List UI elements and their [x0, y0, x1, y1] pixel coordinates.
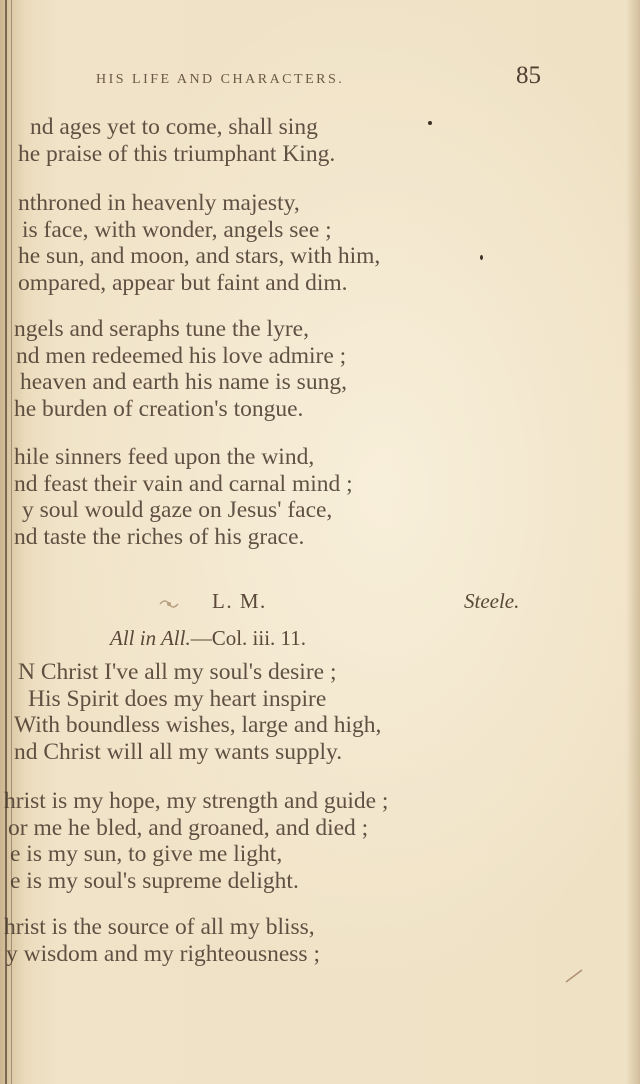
verse-line: e is my sun, to give me light,: [10, 841, 283, 867]
running-head: HIS LIFE AND CHARACTERS.: [96, 72, 345, 87]
verse-line: nd ages yet to come, shall sing: [30, 114, 318, 140]
verse-line: nd feast their vain and carnal mind ;: [14, 470, 353, 497]
verse-line: nd men redeemed his love admire ;: [16, 342, 347, 369]
ink-speck: [480, 255, 483, 260]
hymn-title-text: All in All.: [110, 626, 191, 650]
verse-line: y wisdom and my righteousness ;: [6, 940, 320, 967]
verse-line: e is my soul's supreme delight.: [10, 867, 299, 894]
verse-line: is face, with wonder, angels see ;: [22, 216, 332, 243]
verse-line: hrist is the source of all my bliss,: [4, 914, 315, 940]
hymn-title: [110, 626, 306, 651]
verse-line: nd taste the riches of his grace.: [14, 523, 305, 550]
page-edge-shadow: [626, 0, 640, 1084]
verse-line: N Christ I've all my soul's desire ;: [18, 659, 337, 685]
page-number: 85: [516, 62, 541, 89]
stanza: [18, 114, 538, 167]
verse-line: he burden of creation's tongue.: [14, 395, 304, 422]
paper-mark-icon: [564, 966, 586, 984]
verse-line: His Spirit does my heart inspire: [28, 685, 327, 712]
stanza: [14, 659, 534, 765]
verse-line: nd Christ will all my wants supply.: [14, 738, 343, 765]
stanza: [14, 316, 534, 422]
hymn-meter: L. M.: [212, 589, 267, 613]
ink-speck: [428, 121, 432, 125]
verse-line: hrist is my hope, my strength and guide ;: [4, 788, 389, 814]
printer-ornament-icon: [158, 596, 180, 612]
stanza: [4, 788, 524, 894]
verse-line: hile sinners feed upon the wind,: [14, 444, 315, 470]
verse-line: he praise of this triumphant King.: [18, 140, 336, 167]
stanza: [18, 190, 538, 296]
verse-line: or me he bled, and groaned, and died ;: [8, 814, 369, 841]
stanza: [14, 444, 534, 550]
hymn-author: Steele.: [464, 589, 520, 613]
verse-line: heaven and earth his name is sung,: [20, 369, 347, 395]
scripture-reference: —Col. iii. 11.: [190, 626, 307, 650]
stanza: [4, 914, 524, 967]
verse-line: y soul would gaze on Jesus' face,: [22, 497, 333, 523]
verse-line: nthroned in heavenly majesty,: [18, 190, 300, 216]
verse-line: ompared, appear but faint and dim.: [18, 269, 348, 296]
verse-line: he sun, and moon, and stars, with him,: [18, 243, 381, 269]
verse-line: ngels and seraphs tune the lyre,: [14, 316, 309, 342]
verse-line: With boundless wishes, large and high,: [14, 712, 382, 738]
